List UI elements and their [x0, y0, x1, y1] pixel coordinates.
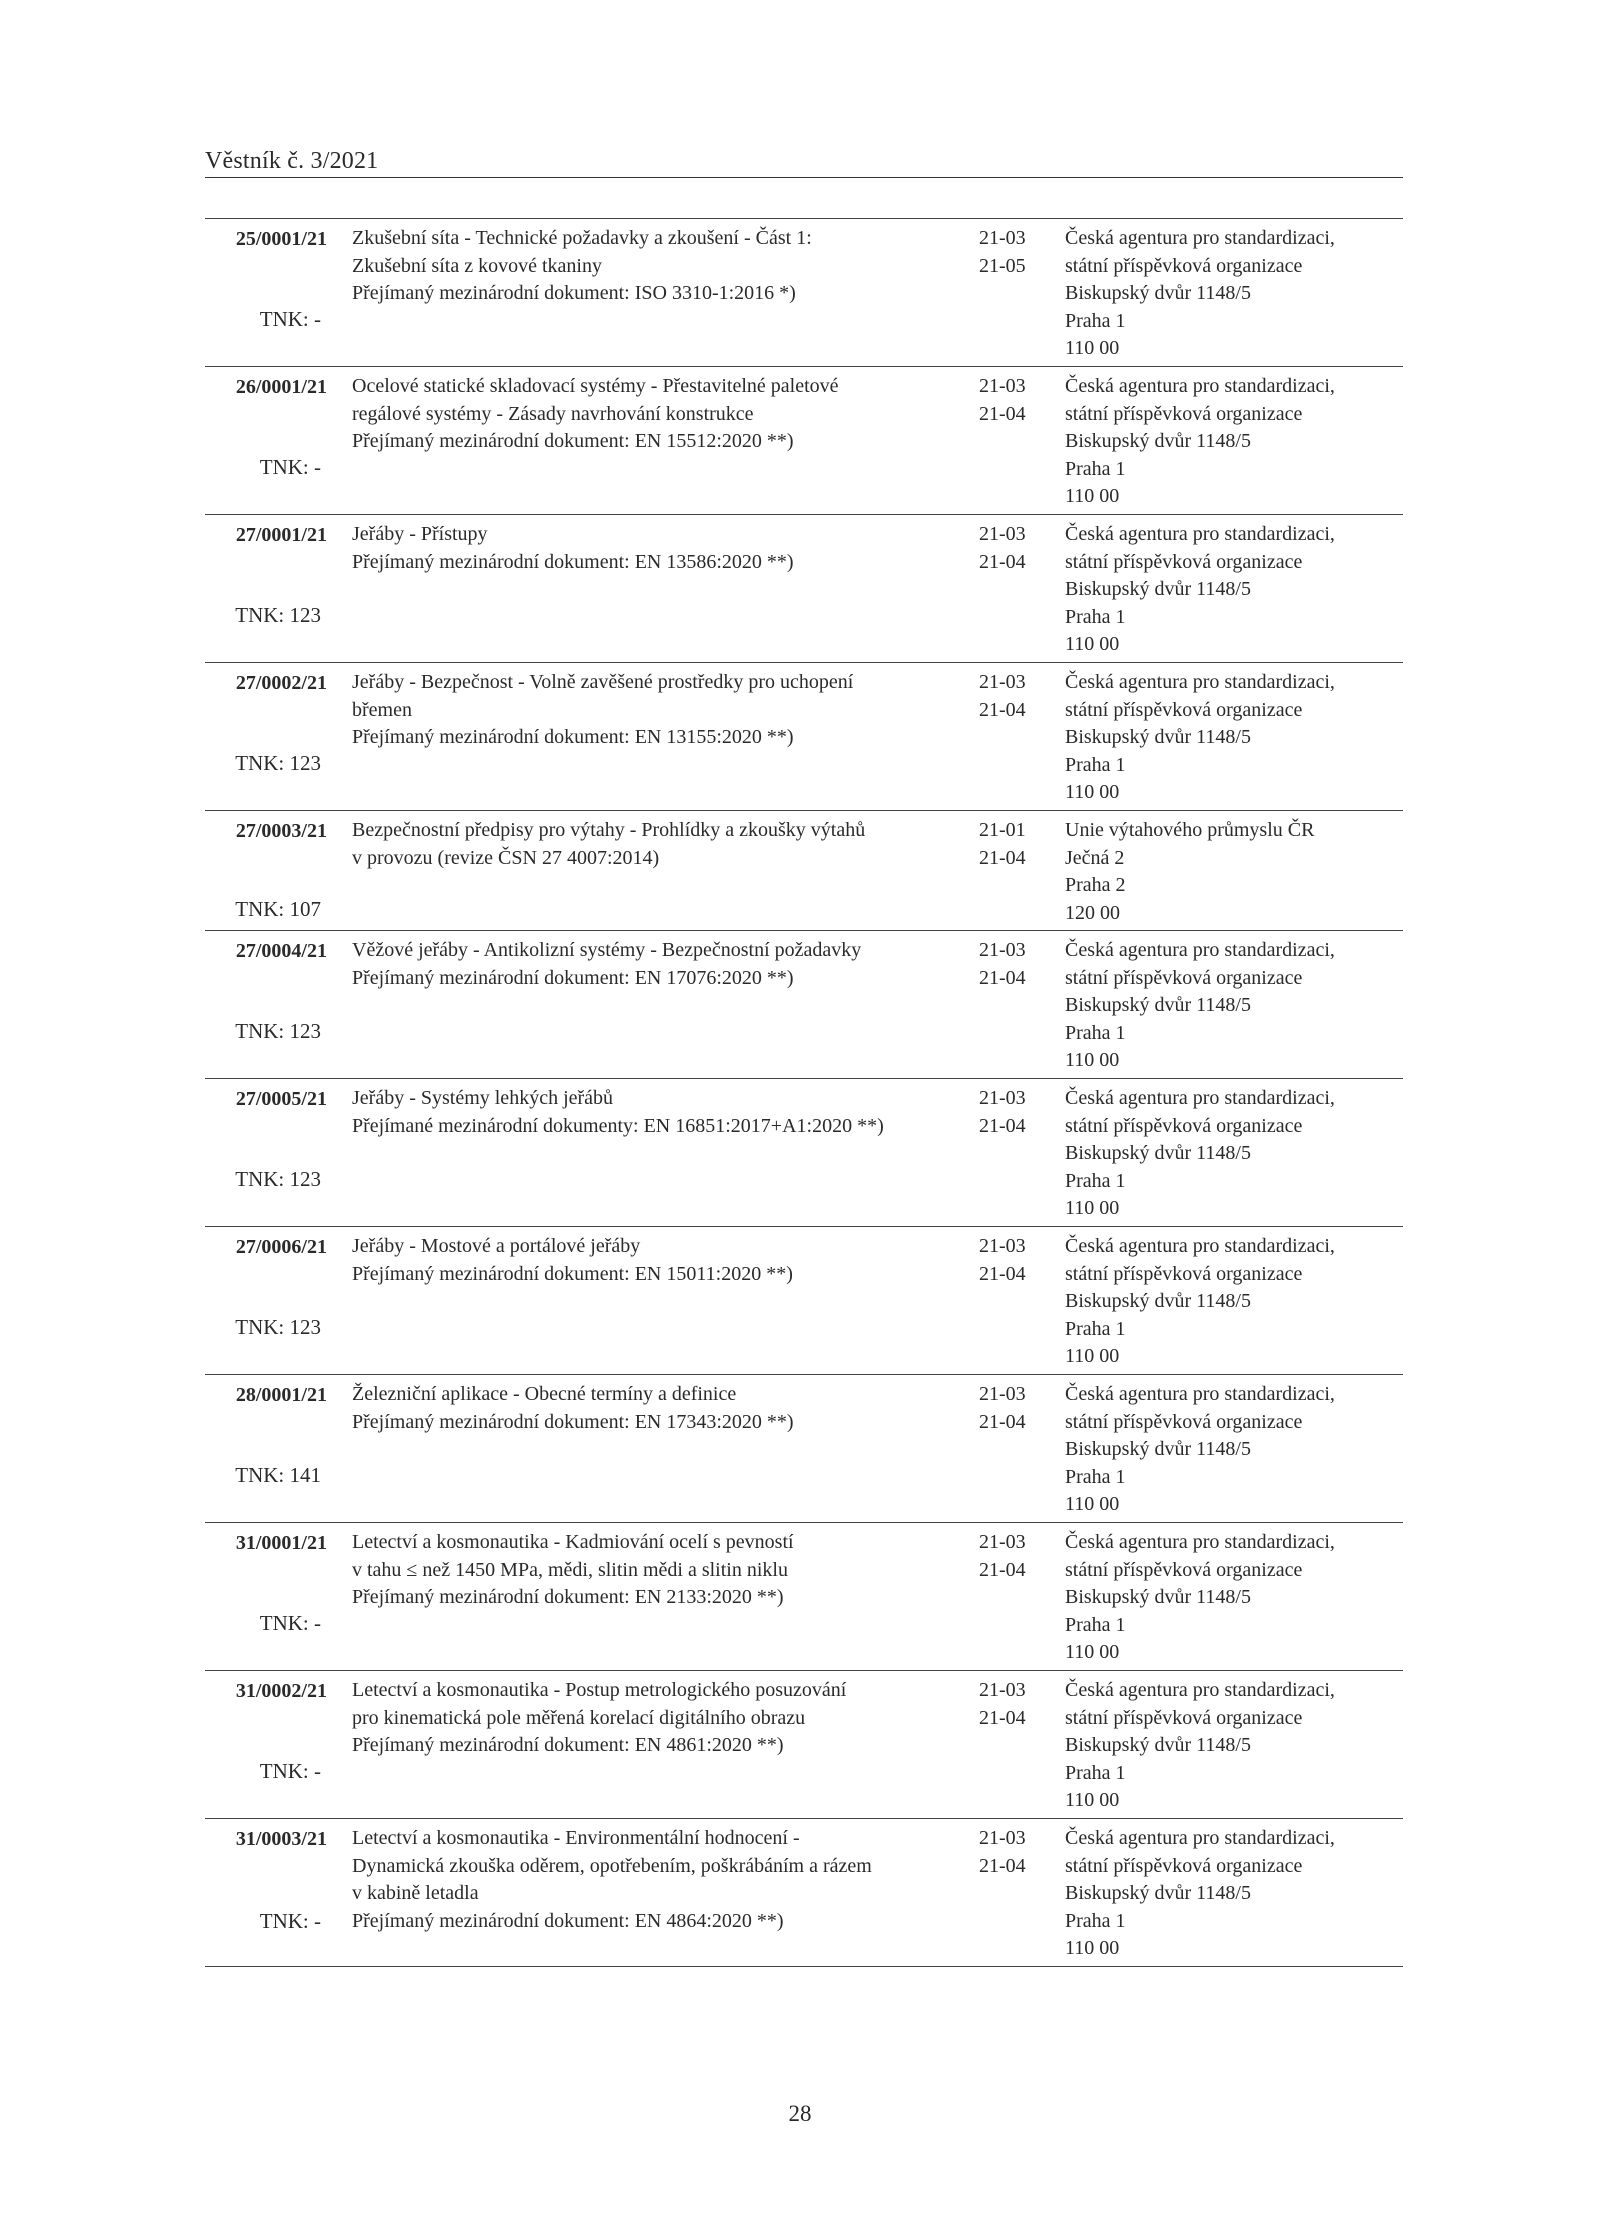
table-row [205, 367, 1403, 515]
tnk-label: TNK: 123 [235, 1167, 321, 1191]
standard-title [352, 1381, 952, 1436]
standard-title [352, 1085, 952, 1140]
tnk-label: TNK: - [259, 307, 321, 331]
address-line: Praha 1 [1065, 1317, 1126, 1340]
tnk-label: TNK: 141 [235, 1463, 321, 1487]
address-line: Česká agentura pro standardizaci, [1065, 939, 1335, 961]
table-row [205, 1375, 1403, 1523]
table-row [205, 931, 1403, 1079]
standard-number: 31/0001/21 [235, 1532, 327, 1554]
date-codes [979, 225, 1049, 280]
title-line: Přejímaný mezinárodní dokument: EN 13155:2020 **) [352, 726, 794, 749]
address-line: Biskupský dvůr 1148/5 [1065, 430, 1251, 453]
tnk-label: TNK: 123 [235, 1019, 321, 1043]
title-line: Ocelové statické skladovací systémy - Přestavitelné paletové [352, 375, 839, 397]
date-codes [979, 937, 1049, 992]
date-code: 21-04 [979, 402, 1026, 425]
title-line: v provozu (revize ČSN 27 4007:2014) [352, 846, 660, 869]
date-codes [979, 1381, 1049, 1436]
standard-number: 31/0002/21 [235, 1680, 327, 1702]
table-row [205, 1819, 1403, 1967]
standard-number: 27/0005/21 [235, 1088, 327, 1110]
address-line: státní příspěvková organizace [1065, 402, 1303, 425]
address-line: Praha 2 [1065, 874, 1126, 897]
date-code: 21-03 [979, 1827, 1026, 1849]
table-row [205, 1079, 1403, 1227]
date-code: 21-04 [979, 550, 1026, 573]
address-line: Biskupský dvůr 1148/5 [1065, 994, 1251, 1017]
title-line: Zkušební síta - Technické požadavky a zkoušení - Část 1: [352, 227, 812, 249]
standard-number: 25/0001/21 [235, 228, 327, 250]
address-line: Česká agentura pro standardizaci, [1065, 1531, 1335, 1553]
title-line: Jeřáby - Bezpečnost - Volně zavěšené prostředky pro uchopení [352, 671, 854, 693]
date-code: 21-01 [979, 819, 1026, 841]
address-line: Biskupský dvůr 1148/5 [1065, 1734, 1251, 1757]
title-line: Jeřáby - Systémy lehkých jeřábů [352, 1087, 614, 1109]
date-code: 21-04 [979, 846, 1026, 869]
date-codes [979, 1085, 1049, 1140]
address-line: státní příspěvková organizace [1065, 1410, 1303, 1433]
title-line: Přejímaný mezinárodní dokument: EN 17076:2020 **) [352, 966, 794, 989]
address-line: státní příspěvková organizace [1065, 966, 1303, 989]
processor-address [1065, 1529, 1405, 1667]
date-code: 21-04 [979, 1262, 1026, 1285]
address-line: Česká agentura pro standardizaci, [1065, 375, 1335, 397]
table-row [205, 811, 1403, 931]
standard-number: 26/0001/21 [235, 376, 327, 398]
address-line: Biskupský dvůr 1148/5 [1065, 578, 1251, 601]
processor-address [1065, 1677, 1405, 1815]
address-line: 110 00 [1065, 1493, 1120, 1516]
processor-address [1065, 1085, 1405, 1223]
address-line: Biskupský dvůr 1148/5 [1065, 282, 1251, 305]
header-divider [205, 177, 1403, 178]
processor-address [1065, 937, 1405, 1075]
standard-title [352, 1529, 952, 1612]
title-line: v kabině letadla [352, 1882, 479, 1905]
date-codes [979, 1825, 1049, 1880]
date-codes [979, 1529, 1049, 1584]
address-line: 110 00 [1065, 1789, 1120, 1812]
address-line: Praha 1 [1065, 1465, 1126, 1488]
tnk-label: TNK: 123 [235, 751, 321, 775]
title-line: pro kinematická pole měřená korelací digitálního obrazu [352, 1706, 806, 1729]
date-codes [979, 1233, 1049, 1288]
address-line: Česká agentura pro standardizaci, [1065, 1827, 1335, 1849]
address-line: Biskupský dvůr 1148/5 [1065, 1882, 1251, 1905]
address-line: Biskupský dvůr 1148/5 [1065, 1438, 1251, 1461]
address-line: Praha 1 [1065, 1613, 1126, 1636]
date-code: 21-04 [979, 698, 1026, 721]
title-line: Jeřáby - Přístupy [352, 523, 488, 545]
title-line: Dynamická zkouška oděrem, opotřebením, poškrábáním a rázem [352, 1854, 872, 1877]
address-line: 110 00 [1065, 1049, 1120, 1072]
standard-title [352, 817, 952, 872]
title-line: v tahu ≤ než 1450 MPa, mědi, slitin mědi a slitin niklu [352, 1558, 788, 1581]
processor-address [1065, 669, 1405, 807]
standard-number: 27/0006/21 [235, 1236, 327, 1258]
standard-number: 27/0001/21 [235, 524, 327, 546]
standard-title [352, 1825, 952, 1935]
date-code: 21-03 [979, 523, 1026, 545]
date-code: 21-05 [979, 254, 1026, 277]
date-code: 21-03 [979, 1531, 1026, 1553]
table-row [205, 1671, 1403, 1819]
standard-number: 27/0004/21 [235, 940, 327, 962]
address-line: 110 00 [1065, 781, 1120, 804]
address-line: 120 00 [1065, 901, 1120, 924]
table-row [205, 663, 1403, 811]
standard-title [352, 937, 952, 992]
table-row [205, 515, 1403, 663]
address-line: Praha 1 [1065, 1761, 1126, 1784]
title-line: Přejímaný mezinárodní dokument: EN 4861:2020 **) [352, 1734, 784, 1757]
date-code: 21-03 [979, 671, 1026, 693]
table-row [205, 1227, 1403, 1375]
table-row [205, 219, 1403, 367]
processor-address [1065, 817, 1405, 927]
date-codes [979, 669, 1049, 724]
address-line: Praha 1 [1065, 1169, 1126, 1192]
address-line: Biskupský dvůr 1148/5 [1065, 1142, 1251, 1165]
standard-number: 31/0003/21 [235, 1828, 327, 1850]
address-line: Biskupský dvůr 1148/5 [1065, 1586, 1251, 1609]
standard-title [352, 1233, 952, 1288]
date-code: 21-04 [979, 1114, 1026, 1137]
title-line: Železniční aplikace - Obecné termíny a definice [352, 1383, 737, 1405]
date-code: 21-04 [979, 1706, 1026, 1729]
address-line: Česká agentura pro standardizaci, [1065, 227, 1335, 249]
title-line: Zkušební síta z kovové tkaniny [352, 254, 602, 277]
title-line: Letectví a kosmonautika - Postup metrologického posuzování [352, 1679, 847, 1701]
address-line: 110 00 [1065, 485, 1120, 508]
address-line: 110 00 [1065, 337, 1120, 360]
page-number: 28 [788, 2101, 812, 2126]
standard-number: 27/0003/21 [235, 820, 327, 842]
date-codes [979, 817, 1049, 872]
address-line: státní příspěvková organizace [1065, 254, 1303, 277]
standard-number: 28/0001/21 [235, 1384, 327, 1406]
address-line: Praha 1 [1065, 605, 1126, 628]
address-line: 110 00 [1065, 1641, 1120, 1664]
title-line: Přejímaný mezinárodní dokument: EN 2133:2020 **) [352, 1586, 784, 1609]
address-line: státní příspěvková organizace [1065, 1262, 1303, 1285]
address-line: 110 00 [1065, 1345, 1120, 1368]
date-code: 21-03 [979, 1679, 1026, 1701]
address-line: Praha 1 [1065, 457, 1126, 480]
address-line: státní příspěvková organizace [1065, 550, 1303, 573]
title-line: Přejímaný mezinárodní dokument: EN 17343:2020 **) [352, 1410, 794, 1433]
standard-number: 27/0002/21 [235, 672, 327, 694]
date-code: 21-03 [979, 1235, 1026, 1257]
processor-address [1065, 521, 1405, 659]
processor-address [1065, 1825, 1405, 1963]
title-line: Letectví a kosmonautika - Kadmiování ocelí s pevností [352, 1531, 794, 1553]
address-line: státní příspěvková organizace [1065, 1854, 1303, 1877]
date-code: 21-03 [979, 1087, 1026, 1109]
processor-address [1065, 1381, 1405, 1519]
processor-address [1065, 1233, 1405, 1371]
date-codes [979, 373, 1049, 428]
date-code: 21-04 [979, 1410, 1026, 1433]
address-line: státní příspěvková organizace [1065, 698, 1303, 721]
address-line: státní příspěvková organizace [1065, 1558, 1303, 1581]
table-row [205, 1523, 1403, 1671]
processor-address [1065, 373, 1405, 511]
address-line: 110 00 [1065, 1937, 1120, 1960]
address-line: Česká agentura pro standardizaci, [1065, 1679, 1335, 1701]
address-line: Česká agentura pro standardizaci, [1065, 523, 1335, 545]
address-line: Praha 1 [1065, 753, 1126, 776]
tnk-label: TNK: 123 [235, 1315, 321, 1339]
address-line: Česká agentura pro standardizaci, [1065, 1087, 1335, 1109]
standard-title [352, 1677, 952, 1760]
standard-title [352, 521, 952, 576]
address-line: Česká agentura pro standardizaci, [1065, 1235, 1335, 1257]
tnk-label: TNK: - [259, 455, 321, 479]
date-code: 21-03 [979, 227, 1026, 249]
title-line: Přejímaný mezinárodní dokument: EN 13586:2020 **) [352, 550, 794, 573]
date-code: 21-04 [979, 966, 1026, 989]
title-line: Letectví a kosmonautika - Environmentální hodnocení - [352, 1827, 800, 1849]
address-line: státní příspěvková organizace [1065, 1114, 1303, 1137]
address-line: Praha 1 [1065, 309, 1126, 332]
standard-title [352, 373, 952, 456]
address-line: Česká agentura pro standardizaci, [1065, 1383, 1335, 1405]
date-code: 21-03 [979, 939, 1026, 961]
address-line: státní příspěvková organizace [1065, 1706, 1303, 1729]
title-line: Přejímaný mezinárodní dokument: ISO 3310-1:2016 *) [352, 282, 796, 305]
date-code: 21-03 [979, 1383, 1026, 1405]
address-line: 110 00 [1065, 1197, 1120, 1220]
title-line: Bezpečnostní předpisy pro výtahy - Prohlídky a zkoušky výtahů [352, 819, 866, 841]
date-code: 21-04 [979, 1558, 1026, 1581]
address-line: Biskupský dvůr 1148/5 [1065, 726, 1251, 749]
title-line: břemen [352, 698, 412, 721]
title-line: Věžové jeřáby - Antikolizní systémy - Bezpečnostní požadavky [352, 939, 862, 961]
standard-title [352, 225, 952, 308]
address-line: 110 00 [1065, 633, 1120, 656]
address-line: Praha 1 [1065, 1021, 1126, 1044]
tnk-label: TNK: - [259, 1909, 321, 1933]
tnk-label: TNK: 123 [235, 603, 321, 627]
date-code: 21-03 [979, 375, 1026, 397]
processor-address [1065, 225, 1405, 363]
title-line: Jeřáby - Mostové a portálové jeřáby [352, 1235, 641, 1257]
tnk-label: TNK: - [259, 1611, 321, 1635]
standard-title [352, 669, 952, 752]
tnk-label: TNK: 107 [235, 897, 321, 921]
standards-table [205, 218, 1403, 1967]
title-line: Přejímaný mezinárodní dokument: EN 4864:2020 **) [352, 1909, 784, 1932]
title-line: Přejímaný mezinárodní dokument: EN 15011:2020 **) [352, 1262, 793, 1285]
page-header-title: Věstník č. 3/2021 [205, 148, 379, 174]
date-codes [979, 521, 1049, 576]
address-line: Biskupský dvůr 1148/5 [1065, 1290, 1251, 1313]
title-line: Přejímaný mezinárodní dokument: EN 15512:2020 **) [352, 430, 794, 453]
title-line: regálové systémy - Zásady navrhování konstrukce [352, 402, 754, 425]
title-line: Přejímané mezinárodní dokumenty: EN 16851:2017+A1:2020 **) [352, 1114, 884, 1137]
address-line: Unie výtahového průmyslu ČR [1065, 819, 1315, 841]
date-codes [979, 1677, 1049, 1732]
tnk-label: TNK: - [259, 1759, 321, 1783]
date-code: 21-04 [979, 1854, 1026, 1877]
address-line: Česká agentura pro standardizaci, [1065, 671, 1335, 693]
address-line: Ječná 2 [1065, 846, 1125, 869]
address-line: Praha 1 [1065, 1909, 1126, 1932]
